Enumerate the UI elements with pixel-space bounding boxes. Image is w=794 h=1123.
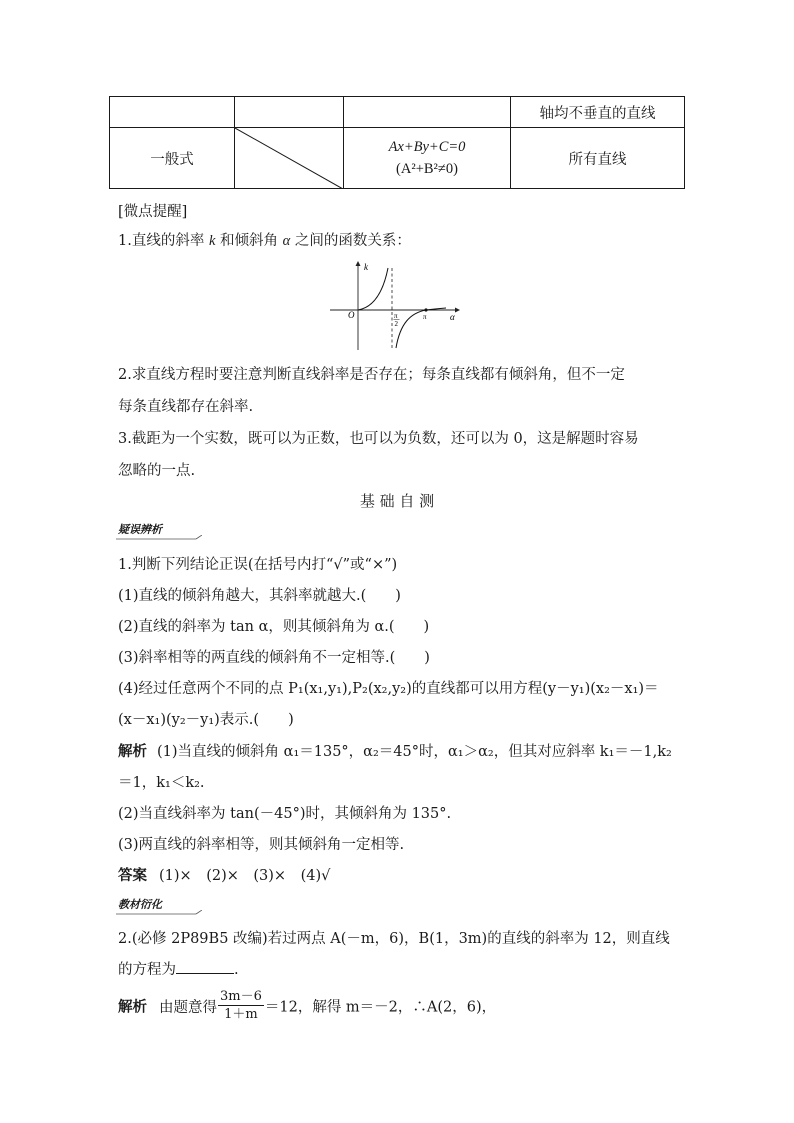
slope-angle-graph bbox=[330, 260, 460, 352]
sub-heading-error-analysis bbox=[118, 521, 162, 537]
answer-blank[interactable] bbox=[176, 959, 234, 974]
question-1-item-1: (1)直线的倾斜角越大，其斜率就越大.( ) bbox=[118, 588, 401, 604]
line-forms-table bbox=[109, 96, 685, 189]
solution-3: (3)两直线的斜率相等，则其倾斜角一定相等. bbox=[118, 837, 405, 853]
solution-label: 解析 bbox=[118, 744, 147, 760]
table-cell bbox=[110, 128, 235, 189]
solution-2: (2)当直线斜率为 tan(－45°)时，其倾斜角为 135°. bbox=[118, 806, 452, 822]
table-cell bbox=[344, 128, 511, 189]
table-cell-diagonal bbox=[235, 128, 344, 189]
table-cell bbox=[344, 97, 511, 128]
sub-heading-underline bbox=[116, 910, 202, 916]
tip-header: [微点提醒] bbox=[118, 204, 188, 220]
sub-heading-text: 教材衍化 bbox=[118, 898, 162, 911]
question-1-item-2: (2)直线的斜率为 tan α，则其倾斜角为 α.( ) bbox=[118, 619, 430, 635]
table-cell bbox=[235, 97, 344, 128]
tip-3-line-1: 3.截距为一个实数，既可以为正数，也可以为负数，还可以为 0，这是解题时容易 bbox=[118, 431, 639, 447]
answer-text: (1)× (2)× (3)× (4)√ bbox=[159, 868, 331, 884]
tip-1-text: 1.直线的斜率 bbox=[118, 233, 209, 249]
k-axis-arrow bbox=[356, 261, 361, 266]
table-cell bbox=[110, 97, 235, 128]
tan-curve-right bbox=[396, 308, 446, 348]
answer-line bbox=[118, 864, 330, 885]
pi-half-numerator: π bbox=[394, 312, 398, 320]
section-title: 基 础 自 测 bbox=[359, 492, 435, 510]
question-2-text: . bbox=[234, 962, 239, 978]
tip-1-text: 之间的函数关系： bbox=[290, 233, 411, 249]
tip-1 bbox=[118, 229, 411, 250]
tip-2-line-2: 每条直线都存在斜率. bbox=[118, 399, 254, 415]
sub-heading-underline bbox=[116, 535, 202, 541]
question-2-line-1: 2.(必修 2P89B5 改编)若过两点 A(－m，6)，B(1，3m)的直线的斜率为 12，则直线 bbox=[118, 931, 670, 947]
table-cell bbox=[511, 97, 685, 128]
solution-label: 解析 bbox=[118, 999, 147, 1016]
alpha-symbol: α bbox=[282, 233, 291, 249]
fraction bbox=[218, 988, 264, 1023]
sub-heading-textbook bbox=[118, 896, 162, 912]
solution-text: (1)当直线的倾斜角 α₁＝135°，α₂＝45°时，α₁＞α₂，但其对应斜率 k₁＝－1,k₂ bbox=[157, 744, 672, 760]
tip-1-text: 和倾斜角 bbox=[215, 233, 283, 249]
pi-label: π bbox=[423, 313, 427, 321]
question-1-item-3: (3)斜率相等的两直线的倾斜角不一定相等.( ) bbox=[118, 650, 430, 666]
solution-text: 由题意得 bbox=[159, 999, 217, 1016]
table-cell-text: 一般式 bbox=[150, 151, 194, 168]
k-axis-label: k bbox=[364, 262, 368, 272]
question-1-item-4-line-2: (x－x₁)(y₂－y₁)表示.( ) bbox=[118, 712, 294, 728]
table-cell-text: 所有直线 bbox=[568, 151, 627, 168]
solution-q2 bbox=[118, 990, 496, 1025]
question-2-line-2 bbox=[118, 958, 239, 979]
answer-label: 答案 bbox=[118, 868, 147, 884]
table-cell-text: 轴均不垂直的直线 bbox=[539, 105, 656, 122]
table-cell bbox=[511, 128, 685, 189]
tan-curve-left bbox=[358, 268, 388, 310]
question-1-title: 1.判断下列结论正误(在括号内打“√”或“×”) bbox=[118, 557, 398, 573]
tip-3-line-2: 忽略的一点. bbox=[118, 463, 196, 479]
k-symbol: k bbox=[208, 233, 216, 249]
general-form-equation: Ax+By+C=0 bbox=[388, 139, 466, 155]
question-2-text: 的方程为 bbox=[118, 962, 176, 978]
diagonal-line bbox=[235, 128, 343, 189]
general-form-condition: (A²+B²≠0) bbox=[396, 161, 458, 177]
pi-half-denominator: 2 bbox=[394, 320, 398, 328]
origin-label: O bbox=[348, 310, 355, 320]
alpha-axis-arrow bbox=[455, 308, 460, 313]
solution-text: ＝12，解得 m＝－2，∴A(2，6)， bbox=[264, 999, 497, 1016]
sub-heading-text: 疑误辨析 bbox=[118, 523, 162, 536]
question-1-item-4-line-1: (4)经过任意两个不同的点 P₁(x₁,y₁),P₂(x₂,y₂)的直线都可以用方程(y－y₁)(x₂－x₁)＝ bbox=[118, 681, 659, 697]
fraction-numerator: 3m－6 bbox=[220, 989, 262, 1004]
pi-point bbox=[424, 308, 427, 311]
alpha-axis-label: α bbox=[450, 312, 455, 322]
solution-1-line-1 bbox=[118, 740, 672, 761]
fraction-denominator: 1＋m bbox=[224, 1007, 258, 1022]
solution-1-line-2: ＝1，k₁＜k₂. bbox=[118, 775, 205, 791]
tip-2-line-1: 2.求直线方程时要注意判断直线斜率是否存在；每条直线都有倾斜角，但不一定 bbox=[118, 367, 625, 383]
